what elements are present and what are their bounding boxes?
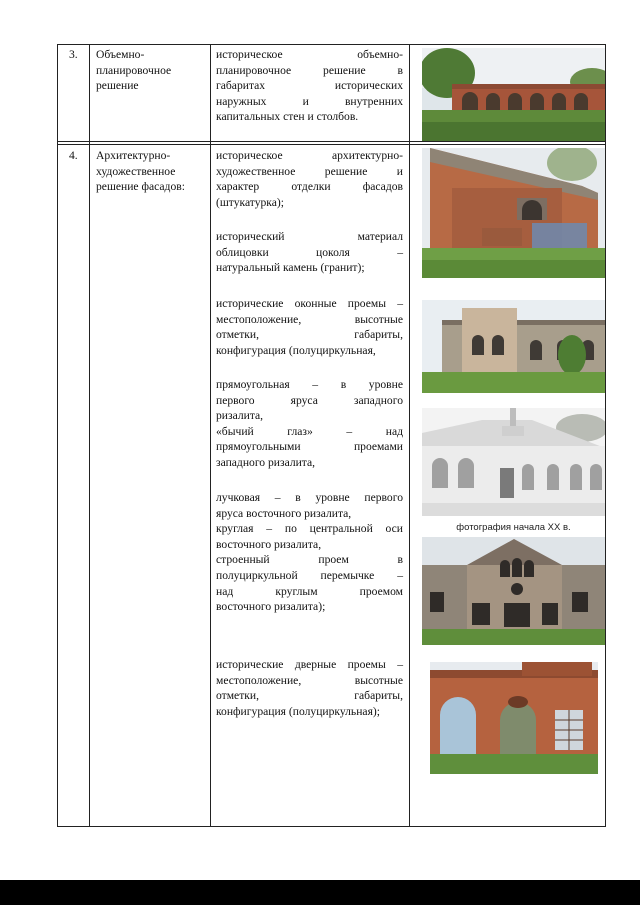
facade-finish-paragraph: историческое архитектурно- художественное решение и характер отделки фасадов (штукатурка);: [216, 149, 403, 209]
window-openings-paragraph: исторические оконные проемы – местоположение, высотные отметки, габариты, конфигурация (полуциркульная,: [216, 297, 403, 357]
col-border-name: [210, 44, 211, 827]
row-description: историческое объемно- планировочное решение в габаритах исторических наружных и внутренних капитальных стен и столбов.: [216, 48, 403, 124]
ruined-doorway-photo: [430, 662, 598, 774]
ruined-arcade-photo: [422, 48, 605, 141]
eastern-risalit-paragraph: лучковая – в уровне первого яруса восточного ризалита, круглая – по центральной оси восточного ризалита, строенный проем в полуциркульной перемычке – над круглым проемом восточного ризалита);: [216, 491, 403, 614]
table-bottom-border: [57, 826, 606, 827]
col-border-left: [57, 44, 58, 827]
row-number: 3.: [69, 48, 78, 61]
row-divider-double: [57, 144, 606, 145]
table-top-border: [57, 44, 606, 45]
door-openings-paragraph: исторические дверные проемы – местоположение, высотные отметки, габариты, конфигурация (полуциркульная);: [216, 658, 403, 718]
col-border-num: [89, 44, 90, 827]
col-border-desc: [409, 44, 410, 827]
row-title: Объемно- планировочное решение: [96, 48, 172, 93]
plinth-material-paragraph: исторический материал облицовки цоколя – натуральный камень (гранит);: [216, 230, 403, 275]
row-number: 4.: [69, 149, 78, 162]
col-border-right: [605, 44, 606, 827]
historic-facade-photo: [422, 408, 605, 516]
ruined-risalit-photo: [422, 537, 605, 645]
ruined-facade-graffiti-photo: [422, 148, 605, 278]
scan-edge-bar: [0, 880, 640, 905]
row-divider: [57, 141, 606, 142]
ruined-building-side-photo: [422, 300, 605, 393]
row-title: Архитектурно- художественное решение фасадов:: [96, 149, 185, 194]
western-risalit-paragraph: прямоугольная – в уровне первого яруса западного ризалита, «бычий глаз» – над прямоугольными проемами западного ризалита,: [216, 378, 403, 469]
photo-caption: фотография начала XX в.: [456, 522, 571, 533]
